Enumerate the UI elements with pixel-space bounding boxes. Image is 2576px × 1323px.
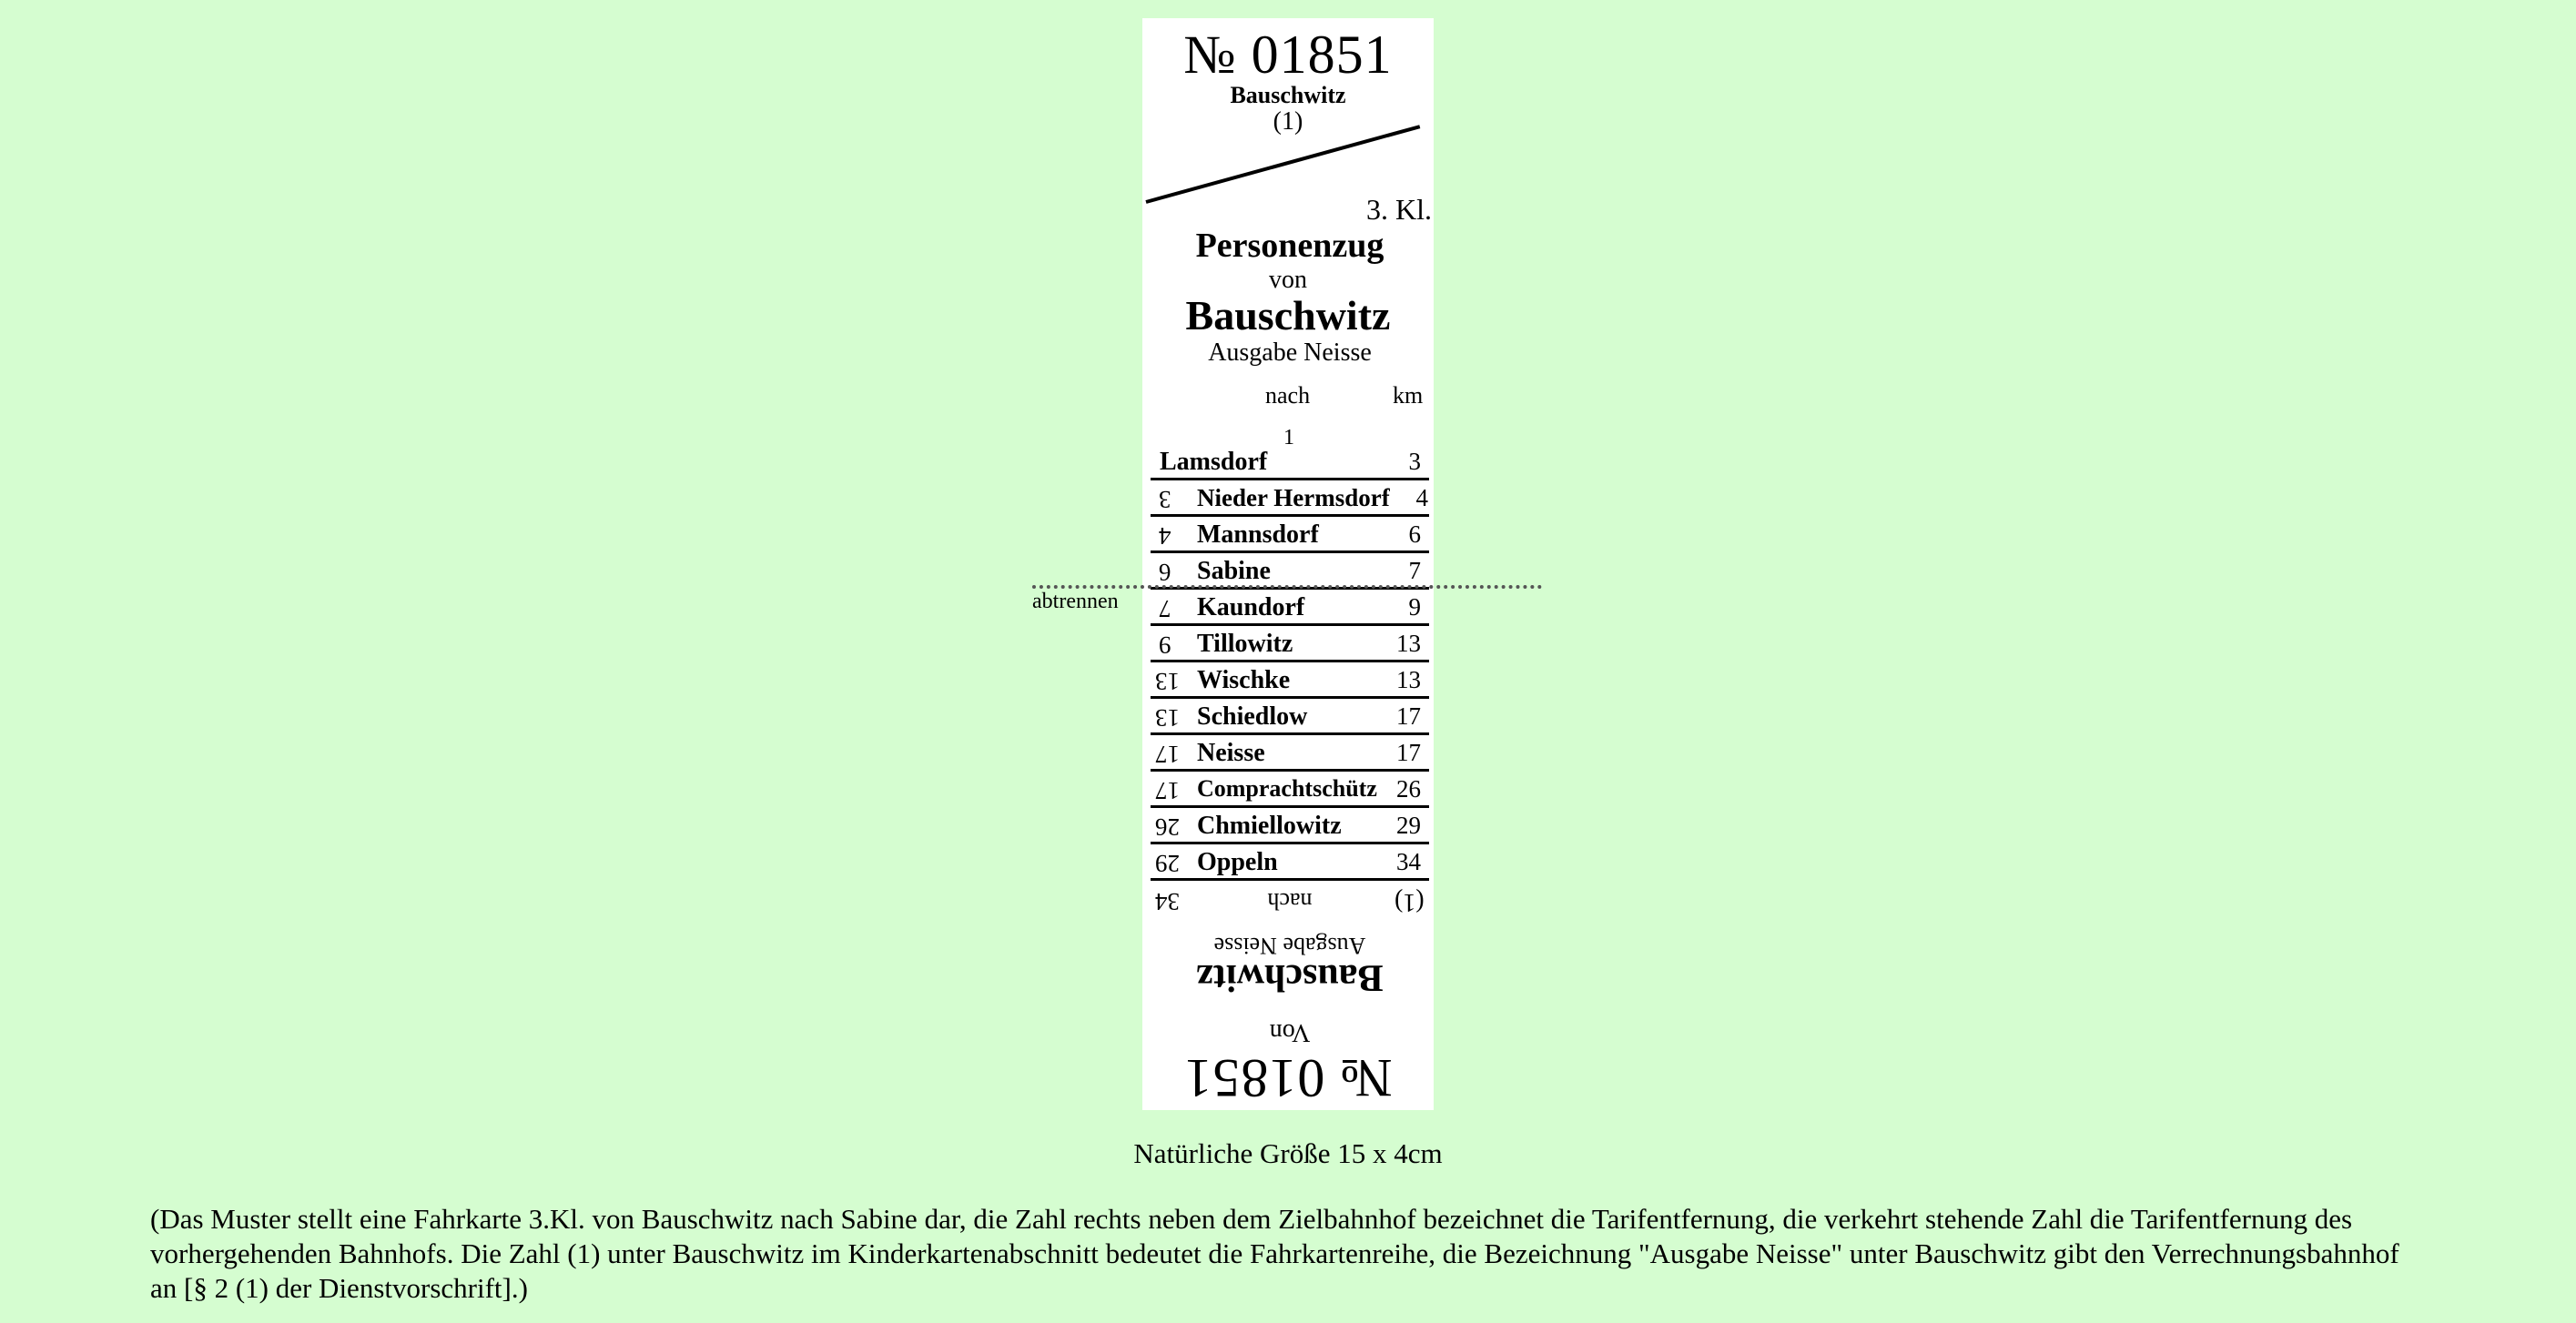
diagonal-line — [1145, 125, 1420, 204]
nach-header: nach — [1265, 382, 1311, 409]
station-name: Wischke — [1197, 666, 1291, 694]
ausgabe-label: Ausgabe Neisse — [1208, 338, 1372, 367]
row-rule — [1151, 769, 1429, 772]
row-rule — [1151, 842, 1429, 844]
station-name: Chmiellowitz — [1197, 812, 1342, 840]
station-km: 26 — [1396, 775, 1421, 803]
station-name: Mannsdorf — [1197, 520, 1319, 549]
origin-station: Bauschwitz — [1185, 292, 1391, 338]
stub-nach: nach — [1267, 888, 1313, 914]
station-name: Oppeln — [1197, 848, 1278, 876]
ticket-series: (1) — [1273, 107, 1303, 136]
prev-km: 9 — [1159, 631, 1171, 659]
station-km: 17 — [1396, 739, 1421, 766]
row-rule — [1151, 623, 1429, 626]
row-rule — [1151, 696, 1429, 699]
row-rule — [1151, 878, 1429, 881]
ticket-number: № 01851 — [1183, 25, 1393, 85]
station-km: 29 — [1396, 812, 1421, 839]
row-rule — [1151, 514, 1429, 517]
bottom-prev-km: 34 — [1155, 888, 1180, 915]
ticket-class: 3. Kl. — [1366, 193, 1432, 226]
station-km: 6 — [1408, 520, 1421, 548]
station-name: Nieder Hermsdorf — [1197, 484, 1390, 511]
prev-km: 4 — [1159, 522, 1171, 550]
station-km: 34 — [1396, 848, 1421, 875]
station-km: 3 — [1408, 448, 1421, 475]
cut-label: abtrennen — [1032, 590, 1119, 613]
station-name: Schiedlow — [1197, 702, 1308, 731]
row-rule — [1151, 660, 1429, 662]
stub-ticket-number: № 01851 — [1183, 1048, 1393, 1108]
row-rule — [1151, 478, 1429, 480]
prev-km: 3 — [1159, 486, 1171, 513]
prev-km: 17 — [1155, 777, 1180, 804]
prev-km: 7 — [1159, 595, 1171, 622]
stub-origin: Bauschwitz — [1196, 956, 1384, 998]
prev-km: 6 — [1159, 559, 1171, 586]
stub-ausgabe: Ausgabe Neisse — [1213, 933, 1366, 959]
row-rule — [1151, 805, 1429, 808]
issuing-station-small: Bauschwitz — [1230, 82, 1346, 108]
station-name: Tillowitz — [1197, 630, 1293, 658]
station-km: 9 — [1408, 593, 1421, 621]
station-km: 7 — [1408, 557, 1421, 584]
von-label: von — [1269, 266, 1307, 294]
station-km: 13 — [1396, 630, 1421, 657]
prev-km: 26 — [1155, 813, 1180, 841]
prev-km: 17 — [1155, 741, 1180, 768]
explanation-note: (Das Muster stellt eine Fahrkarte 3.Kl. von Bauschwitz nach Sabine dar, die Zahl rechts neben dem Zielbahnhof bezeichnet die Tarifentfernung, die verkehrt stehende Zahl die Tarifentfernung des vorhergehenden Bahnhofs. Die Zahl (1) unter Bauschwitz im Kinderkartenabschnitt bedeutet die Fahrkartenreihe, die Bezeichnung "Ausgabe Neisse" unter Bauschwitz gibt den Verrechnungsbahnhof an [§ 2 (1) der Dienstvorschrift].) — [150, 1203, 2399, 1304]
first-prev-number: 1 — [1283, 426, 1294, 449]
bottom-series: (1) — [1394, 888, 1425, 916]
ticket-image — [1142, 18, 1434, 1110]
stub-von: Von — [1269, 1018, 1311, 1046]
prev-km: 13 — [1155, 668, 1180, 695]
station-km: 17 — [1396, 702, 1421, 730]
station-name: Lamsdorf — [1160, 448, 1268, 476]
station-name: Sabine — [1197, 557, 1271, 585]
station-name: Comprachtschütz — [1197, 775, 1377, 802]
prev-km: 29 — [1155, 850, 1180, 877]
cut-line — [1032, 585, 1542, 589]
station-name: Kaundorf — [1197, 593, 1305, 621]
row-rule — [1151, 732, 1429, 735]
station-name: Neisse — [1197, 739, 1265, 767]
km-header: km — [1393, 382, 1424, 409]
size-caption: Natürliche Größe 15 x 4cm — [1133, 1137, 1443, 1169]
train-type: Personenzug — [1195, 227, 1384, 265]
row-rule — [1151, 550, 1429, 553]
station-km: 13 — [1396, 666, 1421, 693]
prev-km: 13 — [1155, 704, 1180, 732]
station-km: 4 — [1415, 484, 1428, 511]
